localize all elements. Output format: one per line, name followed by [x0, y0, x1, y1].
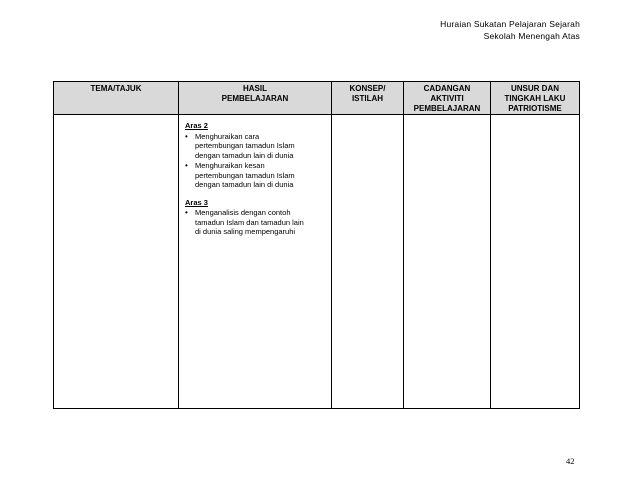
cell-unsur-patriotisme: [491, 115, 580, 409]
document-header: [440, 18, 580, 42]
cell-tema-tajuk: [54, 115, 179, 409]
aras-2-list: [185, 132, 325, 190]
column-header-cadangan-aktiviti: CADANGAN AKTIVITI PEMBELAJARAN: [404, 82, 491, 115]
aras-3-list: [185, 208, 325, 237]
table-row: [54, 115, 580, 409]
syllabus-table: [53, 81, 580, 409]
list-item: • Menganalisis dengan contoh tamadun Islam dan tamadun lain di dunia saling mempengaruhi: [185, 208, 304, 236]
aras-3-label: Aras 3: [185, 197, 208, 207]
list-item: • Menghuraikan cara pertembungan tamadun Islam dengan tamadun lain di dunia: [185, 131, 295, 160]
page-number: 42: [566, 456, 575, 466]
column-header-unsur-patriotisme: UNSUR DAN TINGKAH LAKU PATRIOTISME: [491, 82, 580, 115]
aras-2-label: Aras 2: [185, 121, 208, 130]
header-line-1: Huraian Sukatan Pelajaran Sejarah: [440, 19, 580, 29]
cell-konsep-istilah: [332, 115, 404, 409]
table-header-row: [54, 82, 580, 115]
bullet-icon: •: [185, 161, 188, 170]
column-header-tema-tajuk: TEMA/TAJUK: [54, 82, 179, 115]
column-header-konsep-istilah: KONSEP/ ISTILAH: [332, 82, 404, 115]
bullet-icon: •: [185, 131, 188, 141]
column-header-hasil-pembelajaran: HASIL PEMBELAJARAN: [179, 82, 332, 115]
list-item: • Menghuraikan kesan pertembungan tamadun Islam dengan tamadun lain di dunia: [185, 161, 295, 189]
bullet-icon: •: [185, 208, 188, 217]
cell-cadangan-aktiviti: [404, 115, 491, 409]
cell-hasil-pembelajaran: [179, 115, 332, 409]
header-line-2: Sekolah Menengah Atas: [483, 31, 580, 41]
